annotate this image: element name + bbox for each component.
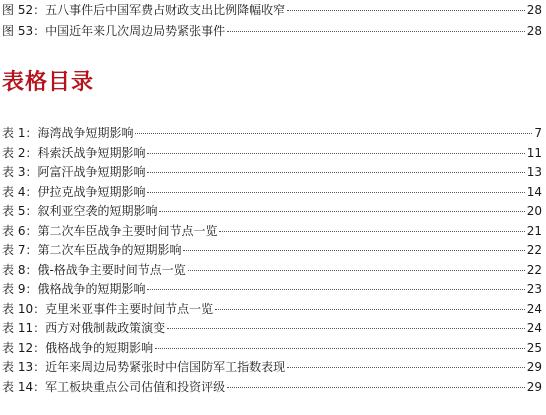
entry-label: 表 4：伊拉克战争短期影响: [2, 184, 146, 199]
table-entry[interactable]: [2, 339, 542, 359]
figure-entry[interactable]: [2, 21, 542, 42]
page-number: 24: [526, 321, 542, 335]
page-number: 11: [526, 145, 542, 160]
table-list: [2, 124, 542, 397]
table-entry[interactable]: [2, 144, 542, 164]
dot-leader: [147, 153, 524, 154]
dot-leader: [159, 211, 524, 212]
entry-label: 表 5：叙利亚空袭的短期影响: [2, 204, 158, 218]
entry-label: 表 7：第二次车臣战争的短期影响: [2, 243, 182, 257]
table-entry[interactable]: [2, 280, 542, 300]
table-entry[interactable]: [2, 163, 542, 183]
table-entry[interactable]: [2, 241, 542, 261]
table-entry[interactable]: [2, 124, 542, 144]
entry-label: 表 14：军工板块重点公司估值和投资评级: [2, 379, 226, 394]
dot-leader: [215, 309, 525, 310]
dot-leader: [147, 172, 524, 173]
dot-leader: [188, 270, 525, 271]
section-title: 表格目录: [2, 70, 95, 95]
entry-label: 表 10：克里米亚事件主要时间节点一览: [2, 301, 214, 316]
table-entry[interactable]: [2, 319, 542, 339]
entry-label: 表 13：近年来周边局势紧张时中信国防军工指数表现: [2, 360, 286, 374]
entry-label: 图 53：中国近年来几次周边局势紧张事件: [2, 24, 226, 38]
table-entry[interactable]: [2, 358, 542, 378]
table-entry[interactable]: [2, 222, 542, 242]
entry-label: 表 3：阿富汗战争短期影响: [2, 165, 146, 179]
page-number: 21: [526, 223, 542, 238]
page-number: 7: [534, 126, 542, 140]
figure-list: [2, 0, 542, 42]
table-entry[interactable]: [2, 300, 542, 320]
table-entry[interactable]: [2, 202, 542, 222]
page-number: 22: [526, 262, 542, 277]
dot-leader: [287, 10, 525, 11]
dot-leader: [135, 133, 532, 134]
dot-leader: [227, 31, 525, 32]
page-number: 14: [526, 184, 542, 199]
page-number: 29: [526, 360, 542, 374]
entry-label: 表 8：俄-格战争主要时间节点一览: [2, 262, 186, 277]
dot-leader: [167, 328, 525, 329]
table-entry[interactable]: [2, 378, 542, 398]
dot-leader: [227, 387, 525, 388]
dot-leader: [147, 192, 524, 193]
page-number: 29: [526, 379, 542, 394]
entry-label: 表 12：俄格战争的短期影响: [2, 340, 154, 355]
page-number: 22: [526, 243, 542, 257]
table-entry[interactable]: [2, 261, 542, 281]
dot-leader: [219, 231, 524, 232]
dot-leader: [183, 250, 524, 251]
entry-label: 表 1：海湾战争短期影响: [2, 126, 134, 140]
dot-leader: [147, 289, 524, 290]
entry-label: 表 11：西方对俄制裁政策演变: [2, 321, 166, 335]
page-number: 28: [526, 3, 542, 17]
figure-entry[interactable]: [2, 0, 542, 21]
entry-label: 表 6：第二次车臣战争主要时间节点一览: [2, 223, 218, 238]
entry-label: 图 52：五八事件后中国军费占财政支出比例降幅收窄: [2, 3, 286, 17]
page-number: 24: [526, 301, 542, 316]
table-entry[interactable]: [2, 183, 542, 203]
entry-label: 表 9：俄格战争的短期影响: [2, 282, 146, 296]
page-number: 23: [526, 282, 542, 296]
page-number: 28: [526, 24, 542, 38]
entry-label: 表 2：科索沃战争短期影响: [2, 145, 146, 160]
dot-leader: [155, 348, 525, 349]
page-number: 13: [526, 165, 542, 179]
page-number: 25: [526, 340, 542, 355]
page-number: 20: [526, 204, 542, 218]
dot-leader: [287, 367, 525, 368]
